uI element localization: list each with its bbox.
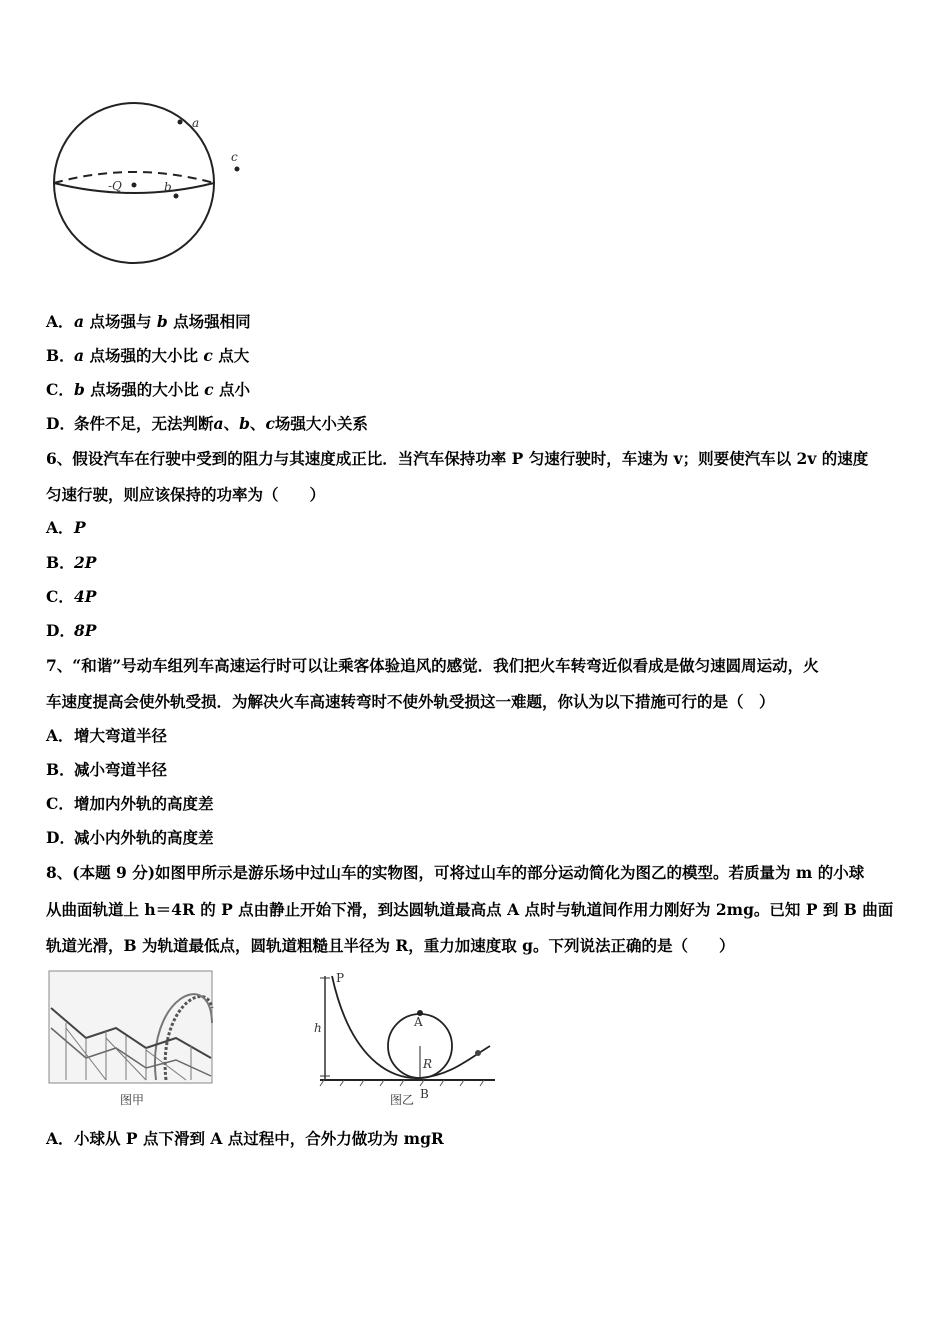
q8-stem-line1: 8、(本题 9 分)如图甲所示是游乐场中过山车的实物图，可将过山车的部分运动简化为图乙的模型。若质量为 m 的小球 bbox=[46, 863, 865, 882]
label-A: A bbox=[414, 1015, 423, 1029]
q5-option-b: B．a 点场强的大小比 c 点大 bbox=[46, 346, 250, 365]
q7-option-c: C．增加内外轨的高度差 bbox=[46, 794, 214, 813]
q7-stem-line1: 7、“和谐”号动车组列车高速运行时可以让乘客体验追风的感觉．我们把火车转弯近似看成是做匀速圆周运动，火 bbox=[46, 656, 819, 675]
figure-a-caption: 图甲 bbox=[120, 1093, 145, 1107]
label-B: B bbox=[420, 1087, 429, 1101]
q5-option-c: C．b 点场强的大小比 c 点小 bbox=[46, 380, 251, 399]
point-a bbox=[178, 120, 183, 125]
q6-stem-line1: 6、假设汽车在行驶中受到的阻力与其速度成正比．当汽车保持功率 P 匀速行驶时，车速为 v；则要使汽车以 2v 的速度 bbox=[46, 449, 869, 468]
q6-option-b: B．2P bbox=[46, 553, 97, 572]
q6-stem-line2: 匀速行驶，则应该保持的功率为（ ） bbox=[46, 485, 326, 504]
label-b: b bbox=[164, 180, 172, 194]
charge-point bbox=[132, 183, 137, 188]
q6-option-c: C．4P bbox=[46, 587, 97, 606]
label-charge: -Q bbox=[108, 179, 122, 193]
label-a: a bbox=[192, 116, 200, 130]
q8-option-a: A．小球从 P 点下滑到 A 点过程中，合外力做功为 mgR bbox=[46, 1129, 444, 1148]
label-R: R bbox=[423, 1057, 433, 1071]
track-model-diagram bbox=[310, 968, 510, 1118]
point-b bbox=[174, 194, 179, 199]
label-h: h bbox=[314, 1021, 322, 1035]
figure-b-caption: 图乙 bbox=[390, 1093, 415, 1107]
q7-option-a: A．增大弯道半径 bbox=[46, 726, 168, 745]
q6-option-a: A．P bbox=[46, 518, 86, 537]
q6-option-d: D．8P bbox=[46, 621, 97, 640]
label-P: P bbox=[336, 971, 345, 985]
sphere-figure bbox=[40, 95, 260, 275]
q7-option-b: B．减小弯道半径 bbox=[46, 760, 168, 779]
q8-stem-line2: 从曲面轨道上 h＝4R 的 P 点由静止开始下滑，到达圆轨道最高点 A 点时与轨道间作用力刚好为 2mg。已知 P 到 B 曲面 bbox=[46, 900, 894, 919]
label-c: c bbox=[231, 150, 238, 164]
q5-option-a: A．a 点场强与 b 点场强相同 bbox=[46, 312, 251, 331]
q7-option-d: D．减小内外轨的高度差 bbox=[46, 828, 214, 847]
q5-option-d: D．条件不足，无法判断a、b、c场强大小关系 bbox=[46, 414, 368, 433]
roller-coaster-photo bbox=[46, 968, 216, 1118]
q7-stem-line2: 车速度提高会使外轨受损．为解决火车高速转弯时不使外轨受损这一难题，你认为以下措施可行的是（ ） bbox=[46, 692, 775, 711]
q8-stem-line3: 轨道光滑，B 为轨道最低点，圆轨道粗糙且半径为 R，重力加速度取 g。下列说法正确的是（ ） bbox=[46, 936, 735, 955]
point-c bbox=[235, 167, 240, 172]
